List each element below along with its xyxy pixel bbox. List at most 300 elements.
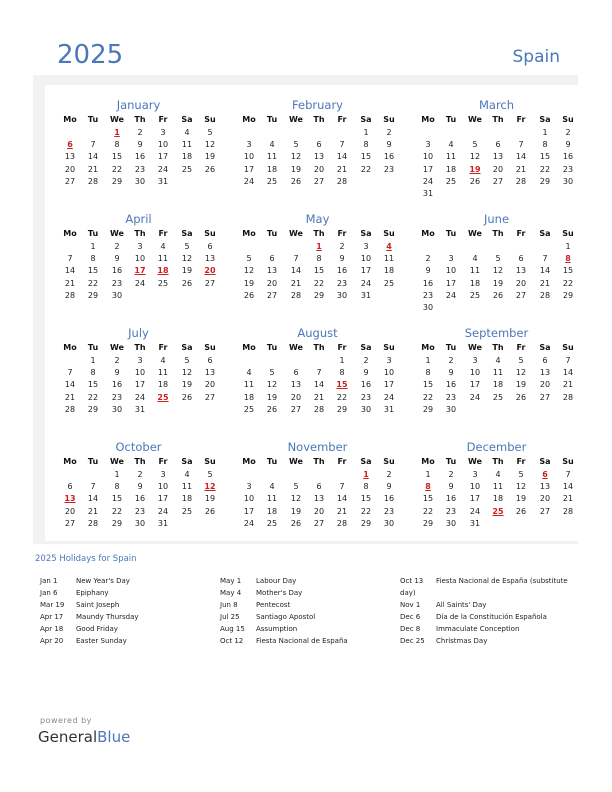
holiday-date: Jul 25	[220, 613, 240, 621]
day-cell: 21	[313, 392, 325, 402]
weekday-label: We	[468, 229, 482, 238]
weekday-label: Th	[313, 115, 325, 124]
day-cell: 13	[492, 152, 504, 162]
day-cell: 26	[243, 290, 255, 300]
day-cell: 20	[313, 164, 325, 174]
week-row	[224, 481, 411, 493]
holiday-day-cell: 6	[67, 140, 73, 150]
week-row	[45, 481, 232, 493]
weekday-label: Su	[562, 457, 574, 466]
day-cell: 27	[64, 518, 76, 528]
holiday-name: Labour Day	[256, 577, 297, 585]
day-cell: 12	[515, 368, 527, 378]
day-cell: 14	[539, 266, 551, 276]
holiday-name: Assumption	[256, 625, 298, 633]
holiday-day-cell: 15	[336, 380, 348, 390]
day-cell: 28	[336, 518, 348, 528]
month-july	[45, 313, 232, 427]
weekday-label: Mo	[242, 457, 256, 466]
weekday-header	[45, 114, 232, 126]
day-cell: 14	[87, 152, 99, 162]
day-cell: 31	[360, 290, 372, 300]
day-cell: 5	[207, 128, 213, 137]
day-cell: 30	[383, 518, 395, 528]
holiday-date: Apr 20	[40, 637, 64, 645]
week-row	[224, 265, 411, 277]
day-cell: 20	[313, 506, 325, 516]
week-row	[45, 493, 232, 505]
weekday-label: Su	[383, 457, 395, 466]
week-row	[403, 367, 590, 379]
weekday-header	[403, 342, 590, 354]
day-cell: 11	[445, 152, 457, 162]
day-cell: 20	[290, 392, 302, 402]
weekday-label: Sa	[539, 229, 551, 238]
week-row	[45, 127, 232, 139]
day-cell: 7	[565, 356, 571, 365]
month-october	[45, 427, 232, 541]
week-row	[403, 278, 590, 290]
week-row	[45, 164, 232, 176]
day-cell: 31	[422, 189, 434, 198]
day-cell: 19	[243, 278, 255, 288]
day-cell: 27	[313, 176, 325, 186]
month-name: April	[125, 212, 152, 226]
day-cell: 11	[243, 380, 255, 390]
day-cell: 15	[360, 494, 372, 504]
day-cell: 30	[134, 518, 146, 528]
weekday-header	[45, 456, 232, 468]
week-row	[403, 493, 590, 505]
week-row	[403, 139, 590, 151]
day-cell: 22	[111, 506, 123, 516]
day-cell: 18	[492, 380, 504, 390]
weekday-label: Sa	[181, 457, 193, 466]
weekday-label: Fr	[158, 343, 168, 352]
day-cell: 21	[515, 164, 527, 174]
week-row	[224, 151, 411, 163]
day-cell: 1	[90, 356, 96, 365]
day-cell: 12	[204, 140, 216, 150]
day-cell: 26	[515, 392, 527, 402]
day-cell: 20	[204, 380, 216, 390]
day-cell: 27	[515, 290, 527, 300]
day-cell: 5	[293, 140, 299, 150]
day-cell: 15	[360, 152, 372, 162]
day-cell: 17	[134, 380, 146, 390]
day-cell: 17	[360, 266, 372, 276]
week-row	[45, 355, 232, 367]
day-cell: 10	[157, 140, 169, 150]
day-cell: 16	[111, 380, 123, 390]
day-cell: 23	[383, 506, 395, 516]
day-cell: 30	[445, 518, 457, 528]
weekday-label: Su	[204, 457, 216, 466]
weekday-label: Su	[562, 115, 574, 124]
day-cell: 1	[425, 356, 431, 365]
day-cell: 10	[134, 368, 146, 378]
week-row	[403, 265, 590, 277]
day-cell: 27	[539, 506, 551, 516]
day-cell: 20	[64, 506, 76, 516]
day-cell: 7	[90, 482, 96, 492]
day-cell: 3	[246, 482, 252, 492]
day-cell: 1	[90, 242, 96, 251]
day-cell: 9	[114, 368, 120, 378]
day-cell: 27	[290, 404, 302, 414]
day-cell: 26	[204, 164, 216, 174]
weekday-label: Sa	[539, 115, 551, 124]
day-cell: 13	[515, 266, 527, 276]
weekday-label: Mo	[63, 229, 77, 238]
day-cell: 5	[472, 140, 478, 150]
day-cell: 22	[539, 164, 551, 174]
holiday-date: Oct 12	[220, 637, 244, 645]
brand-logo[interactable]	[38, 728, 130, 746]
month-name: May	[305, 212, 330, 226]
holiday-name: Pentecost	[256, 601, 291, 609]
holiday-name: Good Friday	[76, 625, 118, 633]
week-row	[403, 355, 590, 367]
holiday-date: Nov 1	[400, 601, 421, 609]
holiday-day-cell: 18	[157, 266, 169, 276]
day-cell: 2	[448, 470, 454, 479]
month-name: February	[292, 98, 343, 112]
day-cell: 21	[336, 164, 348, 174]
day-cell: 25	[383, 278, 395, 288]
day-cell: 28	[64, 290, 76, 300]
weekday-label: Th	[492, 343, 504, 352]
week-row	[403, 469, 590, 481]
day-cell: 12	[181, 254, 193, 264]
day-cell: 11	[492, 482, 504, 492]
day-cell: 13	[539, 482, 551, 492]
day-cell: 19	[266, 392, 278, 402]
day-cell: 29	[313, 290, 325, 300]
week-row	[45, 176, 232, 188]
weekday-label: We	[468, 343, 482, 352]
day-cell: 10	[243, 494, 255, 504]
week-row	[45, 379, 232, 391]
day-cell: 3	[137, 242, 143, 251]
day-cell: 13	[64, 152, 76, 162]
day-cell: 3	[472, 470, 478, 479]
holiday-name-continued: day)	[400, 589, 416, 597]
weekday-label: Tu	[266, 457, 278, 466]
day-cell: 1	[339, 356, 345, 365]
weekday-label: Sa	[539, 457, 551, 466]
weekday-label: Su	[562, 343, 574, 352]
day-cell: 19	[181, 380, 193, 390]
day-cell: 12	[266, 380, 278, 390]
day-cell: 30	[111, 290, 123, 300]
holiday-name: Fiesta Nacional de España (substitute	[436, 577, 568, 585]
day-cell: 26	[266, 404, 278, 414]
day-cell: 5	[518, 470, 524, 479]
weekday-label: Fr	[337, 229, 347, 238]
day-cell: 9	[565, 140, 571, 150]
weekday-label: Sa	[360, 115, 372, 124]
weekday-label: Th	[134, 115, 146, 124]
holiday-day-cell: 8	[565, 254, 571, 264]
day-cell: 30	[134, 176, 146, 186]
day-cell: 2	[339, 242, 345, 251]
day-cell: 7	[293, 254, 299, 264]
holiday-day-cell: 25	[157, 392, 169, 402]
weekday-label: We	[110, 229, 124, 238]
brand-blue: Blue	[97, 728, 131, 746]
day-cell: 22	[360, 164, 372, 174]
day-cell: 24	[134, 392, 146, 402]
day-cell: 22	[422, 506, 434, 516]
day-cell: 20	[515, 278, 527, 288]
holiday-name: Christmas Day	[436, 637, 488, 645]
holiday-day-cell: 4	[386, 242, 392, 251]
day-cell: 17	[157, 152, 169, 162]
day-cell: 9	[425, 266, 431, 276]
day-cell: 25	[157, 278, 169, 288]
day-cell: 14	[515, 152, 527, 162]
day-cell: 7	[339, 482, 345, 492]
day-cell: 27	[64, 176, 76, 186]
week-row	[45, 278, 232, 290]
day-cell: 16	[445, 494, 457, 504]
weekday-label: Tu	[87, 115, 99, 124]
weekday-label: Th	[492, 457, 504, 466]
day-cell: 3	[386, 356, 392, 365]
weekday-label: Tu	[87, 229, 99, 238]
weekday-header	[224, 114, 411, 126]
day-cell: 10	[383, 368, 395, 378]
day-cell: 28	[562, 392, 574, 402]
day-cell: 23	[111, 392, 123, 402]
day-cell: 28	[87, 176, 99, 186]
week-row	[403, 506, 590, 518]
month-february	[224, 85, 411, 199]
day-cell: 13	[313, 494, 325, 504]
day-cell: 24	[445, 290, 457, 300]
week-row	[224, 164, 411, 176]
weekday-header	[224, 228, 411, 240]
day-cell: 25	[181, 164, 193, 174]
day-cell: 12	[290, 494, 302, 504]
weekday-label: Tu	[445, 229, 457, 238]
day-cell: 8	[339, 368, 345, 378]
day-cell: 16	[134, 152, 146, 162]
weekday-header	[403, 228, 590, 240]
holiday-name: Easter Sunday	[76, 637, 127, 645]
weekday-label: Tu	[266, 343, 278, 352]
day-cell: 12	[290, 152, 302, 162]
month-september	[403, 313, 590, 427]
weekday-label: Th	[134, 457, 146, 466]
weekday-label: Mo	[242, 229, 256, 238]
day-cell: 8	[90, 368, 96, 378]
month-name: December	[466, 440, 527, 454]
day-cell: 26	[492, 290, 504, 300]
day-cell: 30	[562, 176, 574, 186]
month-name: August	[297, 326, 338, 340]
day-cell: 12	[492, 266, 504, 276]
day-cell: 18	[243, 392, 255, 402]
weekday-label: We	[110, 457, 124, 466]
day-cell: 25	[266, 518, 278, 528]
holiday-day-cell: 1	[316, 242, 322, 251]
day-cell: 10	[422, 152, 434, 162]
weekday-label: Su	[562, 229, 574, 238]
holiday-date: May 1	[220, 577, 242, 585]
weekday-label: Fr	[337, 343, 347, 352]
day-cell: 10	[469, 368, 481, 378]
day-cell: 10	[469, 482, 481, 492]
holiday-day-cell: 12	[204, 482, 216, 492]
day-cell: 27	[204, 392, 216, 402]
weekday-label: Mo	[421, 229, 435, 238]
day-cell: 8	[316, 254, 322, 264]
month-name: January	[116, 98, 161, 112]
weekday-label: Mo	[421, 115, 435, 124]
day-cell: 21	[64, 278, 76, 288]
day-cell: 6	[67, 482, 73, 492]
month-may	[224, 199, 411, 313]
week-row	[45, 253, 232, 265]
country-title: Spain	[512, 47, 560, 67]
week-row	[403, 518, 590, 530]
day-cell: 18	[469, 278, 481, 288]
day-cell: 28	[313, 404, 325, 414]
weekday-label: We	[289, 229, 303, 238]
day-cell: 2	[448, 356, 454, 365]
weekday-label: Th	[313, 229, 325, 238]
day-cell: 23	[360, 392, 372, 402]
week-row	[224, 139, 411, 151]
day-cell: 25	[266, 176, 278, 186]
day-cell: 22	[562, 278, 574, 288]
day-cell: 11	[266, 152, 278, 162]
day-cell: 6	[542, 356, 548, 365]
day-cell: 24	[469, 506, 481, 516]
weekday-label: Sa	[360, 229, 372, 238]
weekday-label: Fr	[516, 343, 526, 352]
day-cell: 18	[445, 164, 457, 174]
day-cell: 6	[495, 140, 501, 150]
day-cell: 3	[160, 128, 166, 137]
day-cell: 18	[181, 152, 193, 162]
week-row	[45, 139, 232, 151]
month-march	[403, 85, 590, 199]
day-cell: 5	[518, 356, 524, 365]
day-cell: 16	[383, 494, 395, 504]
weekday-label: Mo	[63, 457, 77, 466]
weekday-label: Fr	[158, 229, 168, 238]
day-cell: 8	[542, 140, 548, 150]
weekday-label: Sa	[360, 343, 372, 352]
day-cell: 13	[539, 368, 551, 378]
weekday-label: Mo	[242, 115, 256, 124]
day-cell: 7	[90, 140, 96, 150]
holiday-date: Jan 1	[40, 577, 58, 585]
day-cell: 9	[363, 368, 369, 378]
day-cell: 10	[134, 254, 146, 264]
day-cell: 23	[383, 164, 395, 174]
day-cell: 24	[243, 176, 255, 186]
holiday-date: Mar 19	[40, 601, 65, 609]
holiday-date: Apr 17	[40, 613, 64, 621]
weekday-label: Fr	[158, 115, 168, 124]
week-row	[403, 404, 590, 416]
day-cell: 10	[445, 266, 457, 276]
day-cell: 19	[492, 278, 504, 288]
week-row	[403, 392, 590, 404]
day-cell: 17	[157, 494, 169, 504]
week-row	[403, 290, 590, 302]
day-cell: 26	[469, 176, 481, 186]
holiday-date: Apr 18	[40, 625, 64, 633]
day-cell: 12	[469, 152, 481, 162]
day-cell: 20	[539, 380, 551, 390]
weekday-header	[403, 456, 590, 468]
weekday-label: Mo	[421, 343, 435, 352]
week-row	[45, 151, 232, 163]
day-cell: 20	[492, 164, 504, 174]
holiday-day-cell: 13	[64, 494, 76, 504]
day-cell: 13	[313, 152, 325, 162]
weekday-label: Mo	[63, 343, 77, 352]
day-cell: 1	[363, 128, 369, 137]
day-cell: 7	[339, 140, 345, 150]
week-row	[45, 265, 232, 277]
day-cell: 11	[157, 254, 169, 264]
day-cell: 31	[469, 518, 481, 528]
day-cell: 17	[383, 380, 395, 390]
day-cell: 14	[562, 368, 574, 378]
day-cell: 26	[181, 278, 193, 288]
day-cell: 18	[383, 266, 395, 276]
week-row	[45, 506, 232, 518]
day-cell: 2	[114, 242, 120, 251]
day-cell: 26	[290, 518, 302, 528]
day-cell: 9	[339, 254, 345, 264]
day-cell: 11	[492, 368, 504, 378]
week-row	[403, 176, 590, 188]
day-cell: 2	[137, 128, 143, 137]
day-cell: 19	[204, 152, 216, 162]
day-cell: 4	[495, 356, 501, 365]
day-cell: 4	[184, 128, 190, 137]
day-cell: 15	[422, 494, 434, 504]
day-cell: 14	[64, 380, 76, 390]
day-cell: 29	[336, 404, 348, 414]
day-cell: 7	[565, 470, 571, 479]
weekday-label: Th	[134, 229, 146, 238]
day-cell: 8	[363, 482, 369, 492]
day-cell: 26	[181, 392, 193, 402]
weekday-label: Fr	[516, 229, 526, 238]
day-cell: 2	[386, 128, 392, 137]
day-cell: 10	[243, 152, 255, 162]
day-cell: 31	[134, 404, 146, 414]
day-cell: 23	[562, 164, 574, 174]
day-cell: 16	[360, 380, 372, 390]
week-row	[224, 493, 411, 505]
weekday-header	[45, 228, 232, 240]
day-cell: 5	[495, 254, 501, 264]
weekday-label: Sa	[181, 229, 193, 238]
day-cell: 15	[87, 380, 99, 390]
month-name: March	[478, 98, 515, 112]
weekday-label: We	[468, 115, 482, 124]
day-cell: 25	[469, 290, 481, 300]
